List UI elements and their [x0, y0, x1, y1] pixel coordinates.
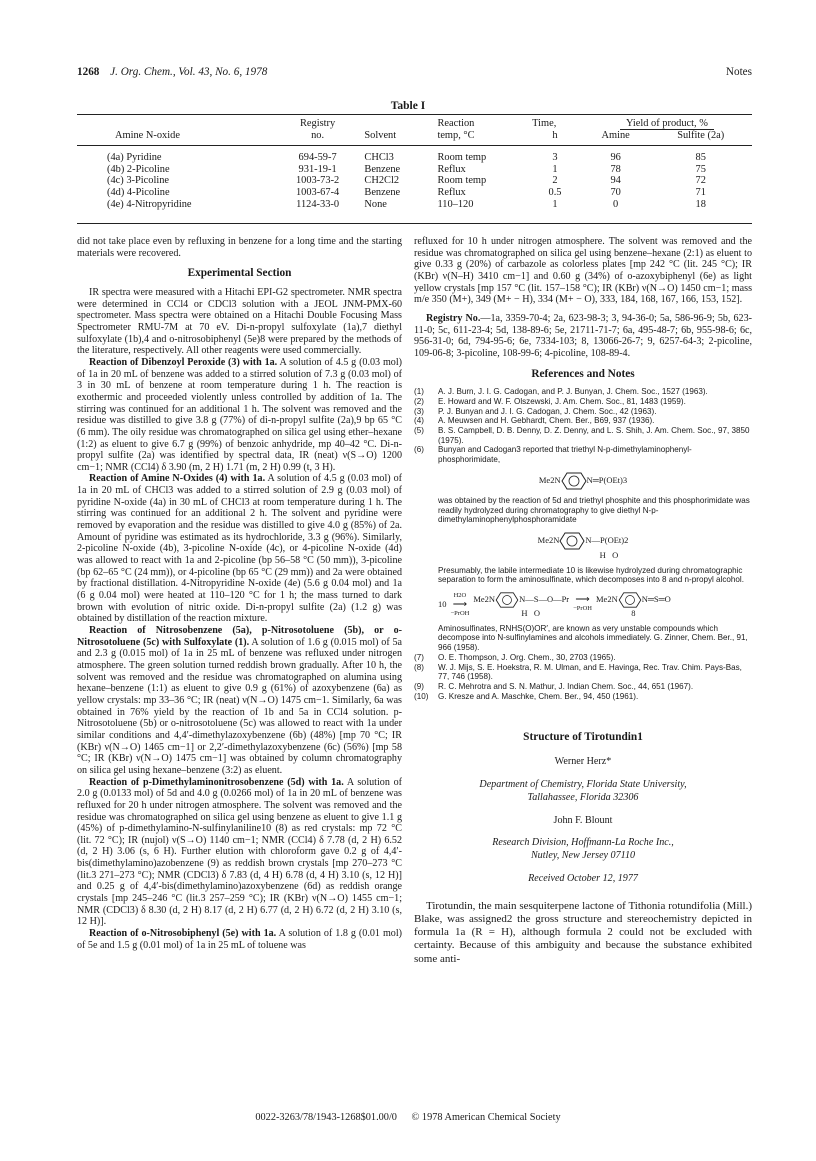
- spacer: [414, 827, 752, 837]
- cell-registry: 694-59-7: [298, 152, 337, 164]
- cell-solvent: CHCl3: [364, 152, 394, 164]
- cell-temp: Reflux: [437, 163, 466, 175]
- note-text: Presumably, the labile intermediate 10 is likewise hydrolyzed during chromatographic separation to form the aminosulfinate, which decomposes into 8 and n-propyl alcohol.: [438, 565, 744, 585]
- affiliation: Research Division, Hoffmann-La Roche Inc.,: [492, 837, 674, 849]
- reference-item: [414, 653, 752, 663]
- cell-registry: 931-19-1: [298, 163, 337, 175]
- arrow-byproduct: −PrOH: [573, 605, 592, 613]
- affiliation: Nutley, New Jersey 07110: [530, 850, 636, 862]
- page-number: 1268: [77, 66, 100, 78]
- col-temp-top: Reaction: [437, 118, 475, 129]
- ref-number: (9): [414, 681, 424, 691]
- intro-paragraph: did not take place even by refluxing in benzene for a long time and the starting materials were recovered.: [77, 236, 402, 259]
- tirotundin-body: Tirotundin, the main sesquiterpene lactone of Tithonia rotundifolia (Mill.) Blake, was assigned2 the gross structure and stereochemistry depicted in formula 1a (R = H), although formula 2 could not be excluded with certainty. Because of this ambiguity and because the substance exhibited some anti-: [414, 899, 752, 965]
- arrow-icon: ⟶: [575, 594, 590, 606]
- compound-number: 8: [631, 608, 636, 619]
- article-title: Structure of Tirotundin1: [523, 731, 643, 744]
- reaction-arrow: [451, 591, 470, 618]
- reference-item: [414, 692, 752, 702]
- cell-sulfite-yield: 71: [695, 186, 706, 198]
- col-time-top: Time,: [532, 118, 557, 129]
- affiliation: Tallahassee, Florida 32306: [527, 791, 639, 803]
- col-yield-amine-header: Amine: [601, 129, 630, 141]
- cell-oxide: (4d) 4-Picoline: [107, 186, 170, 198]
- cell-time: 1: [552, 198, 558, 210]
- section-label: Notes: [725, 66, 752, 78]
- ref-number: (6): [414, 445, 424, 455]
- table-row: [77, 146, 752, 164]
- yield-header-label: Yield of product, %: [620, 118, 714, 130]
- affiliation: Department of Chemistry, Florida State University,: [479, 778, 687, 790]
- received-date: Received October 12, 1977: [528, 872, 638, 884]
- col-temp-header: temp, °C: [437, 129, 475, 141]
- cell-solvent: Benzene: [364, 186, 401, 198]
- cell-oxide: (4c) 3-Picoline: [107, 175, 170, 187]
- references-list: [414, 387, 752, 701]
- cell-registry: 1003-73-2: [295, 175, 340, 187]
- paragraph-body: A solution of 4.5 g (0.03 mol) of 1a in 20 mL of CHCl3 was added to a stirred solution of 2.9 g (0.03 mol) of pyridine N-oxide (4a) in 30 mL of CHCl3 at room temperature during 1 h. The stirring was continued for an additional 2 h. The solvent and pyridine were removed by evaporation and the residue was distilled to give 4.0 g (85%) of 2a. Amount of pyridine was estimated as its hydrochloride, 3.3 g (96%). Similarly, 2-picoline N-oxide (4b), 3-picoline N-oxide (4c), or 4-picoline N-oxide (4d) was allowed to react with 1a and 2-picoline (bp 56–58 °C (50 mm)), 3-picoline (bp 62–65 °C (24 mm)), or 4-picoline (bp 65 °C (29 mm)) and 2a were obtained by fractional distillation. 4-Nitropyridine N-oxide (4e) (5.6 g 0.04 mol) and 1a (6 g 0.04 mol) were heated at 110–120 °C for 1 h; the mass turned to dark brown with evolution of nitric oxide. Di-n-propyl sulfite (2a) (1.2 g) was obtained by distillation of the reaction mixture.: [77, 473, 402, 625]
- chem-sublabel: H O: [521, 608, 540, 619]
- reaction-arrow: [573, 596, 592, 614]
- paragraph-body: A solution of 1.8 g (0.01 mol) of 5e and 1.5 g (0.01 mol) of 1a in 25 mL of toluene was: [77, 928, 403, 951]
- table-title: Table I: [390, 100, 426, 112]
- paragraph-heading: Reaction of Nitrosobenzene (5a), p-Nitrosotoluene (5b), or o-Nitrosotoluene (5c) with Sulfoxylate (1).: [77, 625, 402, 648]
- col-registry-top: Registry: [299, 118, 336, 129]
- benzene-ring-icon: [559, 531, 585, 551]
- paragraph-heading: Reaction of Amine N-Oxides (4) with 1a.: [89, 473, 266, 485]
- chem-label: N—S—O—Pr: [519, 594, 570, 605]
- registry-body: —1a, 3359-70-4; 2a, 623-98-3; 3, 94-36-0; 5a, 586-96-9; 5b, 623-11-0; 5c, 611-23-4; 5d, 138-89-6; 5e, 21711-71-7; 6a, 495-48-7; 6b, 955-98-6; 6c, 956-31-0; 6d, 794-95-6; 6e, 7334-103; 8, 13066-26-7; 9, 6257-64-3; 2-picoline, 109-06-8; 3-picoline, 108-99-6; 4-picoline, 108-89-4.: [414, 312, 752, 359]
- reaction-table: [77, 118, 752, 210]
- ref-number: (3): [414, 406, 424, 416]
- running-header: [77, 66, 752, 82]
- structure-aminosulfinate-scheme: [438, 591, 752, 619]
- chem-label: N═P(OEt)3: [586, 474, 628, 485]
- exp-paragraph: [77, 777, 402, 929]
- cell-temp: 110–120: [437, 198, 474, 210]
- ref-text: E. Howard and W. F. Olszewski, J. Am. Chem. Soc., 81, 1483 (1959).: [438, 396, 686, 406]
- ref-text: A. Meuwsen and H. Gebhardt, Chem. Ber., B69, 937 (1936).: [438, 416, 655, 426]
- chem-label: Me2N: [538, 474, 561, 485]
- table-row: [77, 175, 752, 187]
- structure-phosphorimidate: [414, 471, 752, 491]
- author-name: Werner Herz*: [554, 756, 612, 768]
- note-text: Aminosulfinates, RNHS(O)OR′, are known as very unstable compounds which decompose into N-sulfinylamines and alcohols immediately. G. Zinner, Chem. Ber., 91, 966 (1958).: [438, 623, 748, 653]
- copyright-notice: © 1978 American Chemical Society: [411, 1112, 561, 1123]
- table-bottom-rule: [77, 223, 752, 224]
- reference-item: [414, 397, 752, 407]
- author-name: John F. Blount: [553, 814, 613, 826]
- cell-amine-yield: 96: [610, 152, 621, 164]
- spacer: [414, 805, 752, 815]
- chem-row: [538, 531, 629, 551]
- registry-paragraph: [414, 313, 752, 360]
- reference-item: [414, 663, 752, 682]
- benzene-ring-icon: [618, 591, 642, 609]
- cell-time: 2: [552, 175, 558, 187]
- arrow-reagent: H2O: [453, 592, 467, 600]
- reference-item: [414, 387, 752, 397]
- cell-time: 0.5: [548, 186, 562, 198]
- ref-number: (1): [414, 387, 424, 397]
- left-column: [77, 236, 402, 951]
- cell-amine-yield: 0: [613, 198, 619, 210]
- benzene-ring-icon: [561, 471, 587, 491]
- arrow-byproduct: −PrOH: [450, 609, 470, 617]
- ref-text: A. J. Burn, J. I. G. Cadogan, and P. J. Bunyan, J. Chem. Soc., 1527 (1963).: [438, 387, 708, 397]
- cell-solvent: CH2Cl2: [364, 175, 400, 187]
- cell-oxide: (4a) Pyridine: [107, 152, 162, 164]
- cell-sulfite-yield: 72: [695, 175, 706, 187]
- reference-item: [414, 416, 752, 426]
- table-row: [77, 187, 752, 199]
- chem-sublabel: H O: [599, 549, 619, 560]
- ref-text: P. J. Bunyan and J. I. G. Cadogan, J. Chem. Soc., 42 (1963).: [438, 406, 657, 416]
- cell-time: 1: [552, 163, 558, 175]
- reference-item: [414, 445, 752, 464]
- continued-paragraph: refluxed for 10 h under nitrogen atmosphere. The solvent was removed and the residue was chromatographed on silica gel using benzene–hexane (2:1) as eluent to give 0.33 g (20%) of carbazole as colorless plates [mp 242 °C (lit. 245 °C); IR (KBr) ν(N–H) 3410 cm−1] and 0.60 g (34%) of o-azoxybiphenyl (6e) as light yellow crystals [mp 157 °C (lit. 157–158 °C); IR (KBr) ν(N→O) 1450 cm−1; mass m/e 350 (M+), 349 (M+ − H), 334 (M+ − O), 333, 184, 168, 167, 166, 153, 152].: [414, 236, 752, 306]
- col-amine-top: [77, 118, 275, 130]
- paragraph-body: A solution of 1.6 g (0.015 mol) of 5a and 2.3 g (0.015 mol) of 1a in 25 mL of benzene was refluxed under nitrogen atmosphere. The green solution turned reddish brown gradually. After 10 h, the solvent was removed and the residue was chromatographed on alumina using hexane–benzene (1:1) as eluent to give 0.9 g (61%) of azoxybenzene (6a) as yellow crystals: mp 33–36 °C; IR (neat) ν(N→O) 1475 cm−1. Similarly, 6a was obtained in 76% yield by the reaction of 1b and 5a in CCl4 solution. p-Nitrosotoluene (5b) or o-nitrosotoluene (5c) was allowed to react with 1a under similar conditions and 4,4′-dimethylazoxybenzene (6b) (48%) [mp 70 °C; IR (KBr) ν(N→O) 1465 cm−1] or 2,2′-dimethylazoxybenzene (6c) (56%) [mp 58 °C; IR (KBr) ν(N→O) 1475 cm−1] was obtained by column chromatography on silica gel using hexane–benzene (3:2) as eluent.: [77, 636, 403, 776]
- tirotundin-article-header: [414, 731, 752, 885]
- note-text: was obtained by the reaction of 5d and triethyl phosphite and this phosphorimidate was readily hydrolyzed during chromatography to give diethyl N-p-dimethylaminophenylphosphoramidate: [438, 495, 750, 525]
- reference-item: [414, 682, 752, 692]
- ref-number: (10): [414, 691, 429, 701]
- intermediate-structure: [473, 591, 569, 619]
- exp-paragraph: [77, 357, 402, 474]
- exp-paragraph: IR spectra were measured with a Hitachi EPI-G2 spectrometer. NMR spectra were determined in CCl4 or CDCl3 solution with a JEOL JNM-PMX-60 spectrometer. Mass spectra were obtained on a Hitachi Double Focusing Mass Spectrometer RMU-7M at 70 eV. Di-n-propyl sulfoxylate (1a),7 diethyl sulfoxylate (1b),4 and o-nitrosobiphenyl (5e)8 were prepared by the methods of the literature, respectively. All other reagents were used commercially.: [77, 286, 402, 357]
- right-column: [414, 236, 752, 966]
- cell-solvent: None: [364, 198, 387, 210]
- arrow-icon: ⟶: [452, 598, 468, 610]
- col-yield-sulfite-header: Sulfite (2a): [677, 129, 725, 141]
- cell-sulfite-yield: 75: [695, 163, 706, 175]
- cell-sulfite-yield: 18: [695, 198, 706, 210]
- cell-temp: Room temp: [437, 175, 487, 187]
- exp-paragraph: [77, 928, 402, 951]
- paragraph-body: A solution of 4.5 g (0.03 mol) of 1a in 20 mL of benzene was added to a stirred solution of 7.3 g (0.03 mol) of 3 in 30 mL of benzene at room temperature during 1 h. The reaction is exothermic and proceeded violently unless controlled by addition of 1a. The stirring was continued for an additional 1 h. The solvent was removed and the residue was distilled to give 3.8 g (77%) of di-n-propyl sulfite (2a),9 bp 65 °C (6 mm). The oily residue was chromatographed on silica gel using ether–hexane (1:2) as eluent to give 6.7 g (99%) of benzoic anhydride, mp 40–42 °C. Di-n-propyl sulfite (2a) was identified by spectral data, IR (neat) ν(S→O) 1200 cm−1; NMR (CCl4) δ 3.90 (m, 2 H) 1.71 (m, 2 H) 0.99 (t, 3 H).: [77, 356, 403, 473]
- chem-row: [596, 591, 671, 609]
- paragraph-heading: Reaction of o-Nitrosobiphenyl (5e) with 1a.: [89, 928, 277, 940]
- article-code: 0022-3263/78/1943-1268$01.00/0: [255, 1112, 397, 1123]
- chem-label: N—P(OEt)2: [585, 535, 629, 546]
- ref-text: G. Kresze and A. Maschke, Chem. Ber., 94, 450 (1961).: [438, 691, 639, 701]
- references-heading: References and Notes: [531, 367, 635, 380]
- cell-registry: 1124-33-0: [296, 198, 340, 210]
- paragraph-heading: Reaction of p-Dimethylaminonitrosobenzene (5d) with 1a.: [89, 776, 344, 788]
- chem-label: Me2N: [473, 594, 496, 605]
- chem-label: N═S═O: [641, 594, 671, 605]
- paragraph-body: A solution of 2.0 g (0.0133 mol) of 5d and 4.0 g (0.0266 mol) of 1a in 20 mL of benzene was refluxed for 20 h under nitrogen atmosphere. The solvent was removed and the residue was chromatographed on silica gel using benzene as eluent to give 1.1 g (45%) of p-dimethylamino-N-sulfinylaniline10 (8) as red crystals: mp 72 °C (lit. 72 °C); IR (nujol) ν(S→O) 1140 cm−1; NMR (CCl4) δ 7.78 (d, 2 H) 6.52 (d, 2 H) 3.06 (s, 6 H). Further elution with chloroform gave 0.2 g of 4,4′-bis(dimethylamino)azobenzene (9) as reddish brown crystals [mp 270–273 °C (lit.3 271–273 °C); NMR (CDCl3) δ 7.83 (d, 4 H) 6.78 (d, 4 H) 3.10 (s, 12 H)] and 0.25 g of 4,4′-bis(dimethylamino)azoxybenzene (6d) as reddish orange crystals [mp 245–246 °C (lit.3 257–259 °C); IR (KBr) ν(N→O) 1455 cm−1; NMR (CDCl3) δ 8.30 (d, 2 H) 8.17 (d, 2 H) 6.77 (d, 2 H) 6.72 (d, 2 H) 3.10 (s, 12 H)].: [77, 776, 403, 928]
- spacer: [414, 769, 752, 779]
- page-footer: [0, 1112, 816, 1123]
- paragraph-heading: Reaction of Dibenzoyl Peroxide (3) with 1a.: [89, 356, 278, 368]
- cell-sulfite-yield: 85: [695, 152, 706, 164]
- col-solvent-top: [360, 118, 433, 130]
- cell-oxide: (4e) 4-Nitropyridine: [107, 198, 192, 210]
- chem-label: Me2N: [595, 594, 618, 605]
- ref-number: (5): [414, 426, 424, 436]
- ref-text: R. C. Mehrotra and S. N. Mathur, J. Indian Chem. Soc., 44, 651 (1967).: [438, 681, 694, 691]
- ref-number: (4): [414, 416, 424, 426]
- col-registry-header: no.: [311, 129, 325, 141]
- cell-amine-yield: 94: [610, 175, 621, 187]
- cell-time: 3: [552, 152, 558, 164]
- ref-text: O. E. Thompson, J. Org. Chem., 30, 2703 (1965).: [438, 652, 616, 662]
- registry-heading: Registry No.: [426, 312, 481, 324]
- ref-number: (2): [414, 396, 424, 406]
- cell-temp: Reflux: [437, 186, 466, 198]
- col-amine-header: Amine N-oxide: [115, 129, 180, 141]
- table-top-rule: [77, 114, 752, 115]
- cell-temp: Room temp: [437, 152, 487, 164]
- ref-text: Bunyan and Cadogan3 reported that triethyl N-p-dimethylaminophenyl-phosphorimidate,: [438, 445, 692, 465]
- ref-text: W. J. Mijs, S. E. Hoekstra, R. M. Ulman, and E. Havinga, Rec. Trav. Chim. Pays-Bas, 77, 746 (1958).: [438, 662, 742, 682]
- header-left: [77, 66, 267, 78]
- cell-oxide: (4b) 2-Picoline: [107, 163, 170, 175]
- col-solvent-header: Solvent: [364, 129, 397, 141]
- exp-paragraph: [77, 625, 402, 777]
- journal-citation: J. Org. Chem., Vol. 43, No. 6, 1978: [110, 66, 268, 78]
- experimental-heading: Experimental Section: [187, 267, 292, 280]
- ref-number: (7): [414, 652, 424, 662]
- product-structure: [596, 591, 671, 619]
- table-row: [77, 199, 752, 211]
- col-time-header: h: [552, 129, 558, 141]
- cell-solvent: Benzene: [364, 163, 401, 175]
- spacer: [414, 863, 752, 873]
- cell-amine-yield: 78: [610, 163, 621, 175]
- benzene-ring-icon: [495, 591, 519, 609]
- structure-phosphoramidate: [414, 531, 752, 561]
- reference-item: [414, 407, 752, 417]
- exp-paragraph: [77, 473, 402, 625]
- chem-label: Me2N: [537, 535, 560, 546]
- compound-number: 10: [438, 599, 447, 610]
- chem-row: [473, 591, 569, 609]
- table-row: [77, 164, 752, 176]
- col-yield-header: [582, 118, 752, 130]
- ref-text: B. S. Campbell, D. B. Denny, D. Z. Denny, and L. S. Shih, J. Am. Chem. Soc., 97, 3850 (1975).: [438, 426, 750, 445]
- cell-amine-yield: 70: [610, 186, 621, 198]
- reference-item: [414, 426, 752, 445]
- ref-number: (8): [414, 662, 424, 672]
- cell-registry: 1003-67-4: [295, 186, 340, 198]
